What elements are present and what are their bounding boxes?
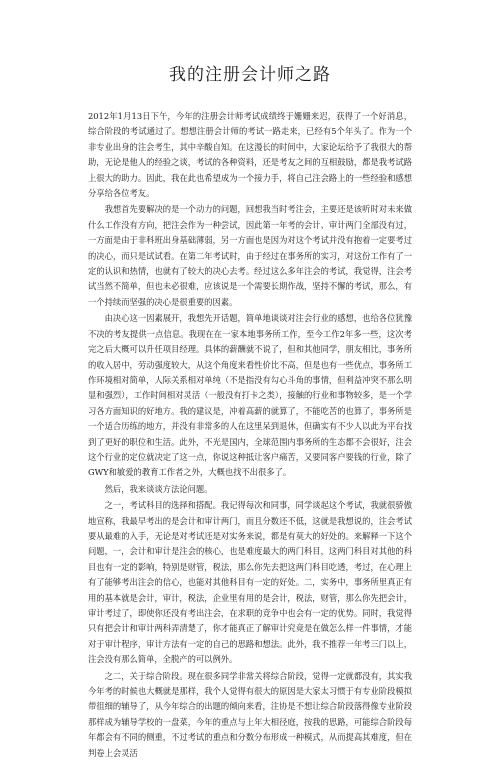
paragraph-5: 之一，考试科目的选择和搭配。我记得每次和同事，同学谈起这个考试，我就很骄傲地宣称，我最早考出的是会计和审计两门，而且分数还不低，这就是我想说的，注会考试要从最难的入手，无论是对考试还是对实务来说，都是有莫大的好处的。来解释一下这个问题，一，会计和审计是注会的核心，也是难度最大的两门科目，这两门科目对其他的科目也有一定的影响，特别是财管，税法，那么你先去把这两门科目吃透，考过，在心理上有了能够考出注会的信心，也能对其他科目有一定的好处。二，实务中，事务所里真正有用的基本就是会计，审计，税法，企业里有用的是会计，税法，财管，那么你先把会计，审计考过了，即使你还没有考出注会，在求职的竞争中也会有一定的优势。同时，我觉得只有把会计和审计两科弄清楚了，你才能真正了解审计究竟是在做怎么样一件事情，才能对于审计程序，审计方法有一定的自己的思路和想法。此外，我不推荐一年考三门以上，注会没有那么简单，全脱产的可以例外。 xyxy=(88,500,412,665)
page-title: 我的注册会计师之路 xyxy=(169,65,331,85)
paragraph-4: 然后，我来谈谈方法论问题。 xyxy=(104,483,213,494)
document-body xyxy=(88,109,412,761)
paragraph-2: 我想首先要解决的是一个动力的问题，回想我当时考注会，主要还是该听时对未来做什么工作没有方向，把注会作为一种尝试，因此第一年考的会计、审计两门全部没有过，一方面是由于非科班出身基础薄弱，另一方面也是因为对这个考试并没有抱着一定要考过的决心，而只是试试看。在第二年考试时，由于经过在事务所的实习，对这份工作有了一定的认识和热情，也就有了较大的决心去考。经过这么多年注会的考试，我觉得，注会考试当然不简单，但也未必很难，应该说是一个需要长期作战，坚持不懈的考试，那么，有一个持续而坚强的决心是很重要的因素。 xyxy=(88,204,412,307)
paragraph-1: 2012年1月13日下午，今年的注册会计师考试成绩终于姗姗来迟，获得了一个好消息，综合阶段的考试通过了。想想注册会计师的考试一路走来，已经有5个年头了。作为一个非专业出身的注会考生，其中辛酸自知。在这漫长的时间中，大家论坛给予了我很大的帮助，无论是他人的经验之谈，考试的各种资料，还是考友之间的互相鼓励，都是我考试路上很大的助力。因此，我在此也希望成为一个接力手，将自己注会路上的一些经验和感想分享给各位考友。 xyxy=(88,111,412,199)
paragraph-6: 之二，关于综合阶段。现在很多同学非常关将综合阶段，觉得一定就都没有，其实我今年考的时候也大概就是那样，我个人觉得有很大的原因是大家太习惯于有专业阶段模拟带徂细的辅导了，从今年综合的出题的倾向来看，注协是不想让综合阶段落得像专业阶段那样成为辅导学校的一盘菜，今年的重点与上年大相径庭，按我的思路，可能综合阶段每年都会有不同的侧重，不过考试的重点和分数分布形成一种模式，从而提高其难度，但在判卷上会灵活 xyxy=(88,670,412,758)
paragraph-3: 由决心这一因素展开，我想先开话题，简单地谈谈对注会行业的感想，也给各位犹豫不决的考友提供一点信息。我现在在一家本地事务所工作，至今工作2年多一些，这次考完之后大概可以升任项目经理。具体的薪酬就不说了，但和其他同学，朋友相比，事务所的收入居中，劳动强度较大，从这个角度来看性价比不高，但是也有一些优点，事务所工作环境相对简单，人际关系相对单纯（不是指没有勾心斗角的事情，但利益冲突不那么明显和强烈），工作时间相对灵活（一般没有打卡之类），接触的行业和事物较多，是一个学习各方面知识的好地方。我的建议是，冲着高薪的就算了，不能吃苦的也算了，事务所是一个适合历练的地方，并没有非常多的人在这里呆到退休，但确实有不少人以此为平台找到了更好的职位和生活。此外，不光是国内，全球范围内事务所的生态都不会很好，注会这个行业的定位就决定了这一点，你说这种抵让客户痛苦，又要同客户要钱的行业，除了GWY和敏爱的教育工作者之外，大概也找不出很多了。 xyxy=(88,313,412,478)
